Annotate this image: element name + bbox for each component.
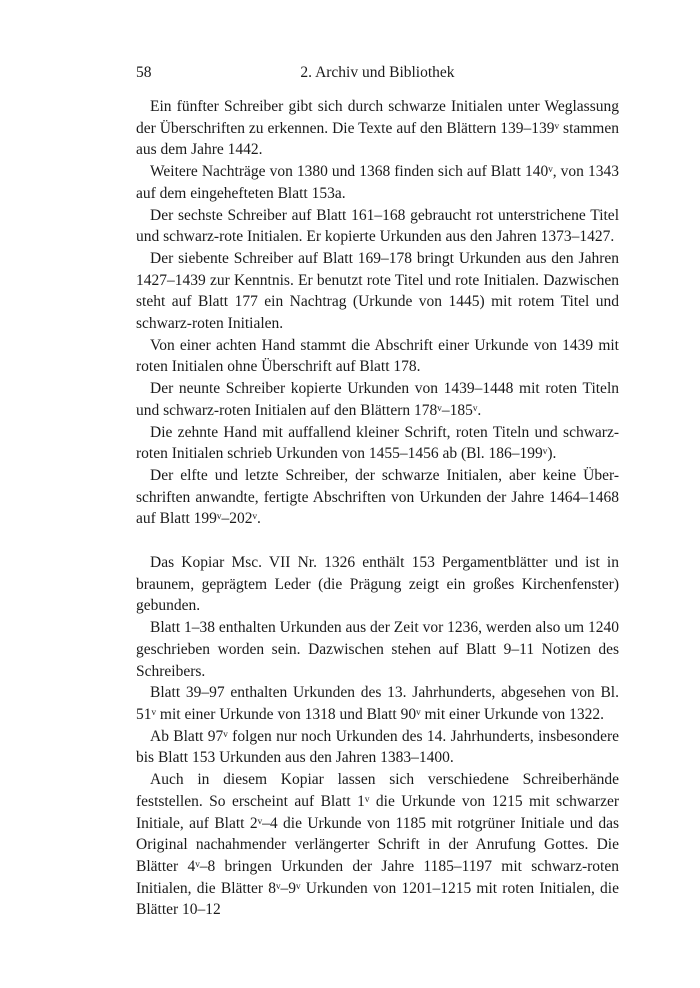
running-title: 2. Archiv und Bibliothek <box>300 64 455 81</box>
section-gap <box>136 530 619 552</box>
paragraph: Der sechste Schreiber auf Blatt 161–168 gebraucht rot unterstrichene Titel und schwarz-rote Initialen. Er kopierte Urkunden aus den Jahren 1373–1427. <box>136 206 619 246</box>
paragraph: Weitere Nachträge von 1380 und 1368 finden sich auf Blatt 140ᵛ, von 1343 auf dem eingehefteten Blatt 153a. <box>136 163 619 202</box>
paragraph: Der neunte Schreiber kopierte Urkunden von 1439–1448 mit roten Titeln und schwarz-roten Initialen auf den Blättern 178ᵛ–185ᵛ. <box>136 380 619 419</box>
paragraph: Der elfte und letzte Schreiber, der schwarze Initialen, aber keine Über-schriften anwandte, fertigte Abschriften von Urkunden der Jahre 1464–1468 auf Blatt 199ᵛ–202ᵛ. <box>136 466 619 528</box>
paragraph: Das Kopiar Msc. VII Nr. 1326 enthält 153 Pergamentblätter und ist in braunem, geprägtem Leder (die Prägung zeigt ein großes Kirchenfenster) gebunden. <box>136 554 619 615</box>
body-text <box>136 96 619 921</box>
page-number: 58 <box>136 64 152 81</box>
paragraph: Blatt 39–97 enthalten Urkunden des 13. Jahrhunderts, abgesehen von Bl. 51ᵛ mit einer Urkunde von 1318 und Blatt 90ᵛ mit einer Urkunde von 1322. <box>136 684 619 723</box>
paragraph: Auch in diesem Kopiar lassen sich verschiedene Schreiberhände feststellen. So erscheint auf Blatt 1ᵛ die Urkunde von 1215 mit schwarzer Initiale, auf Blatt 2ᵛ–4 die Urkunde von 1185 mit rotgrüner Initiale und das Original nachahmender verlängerter Schrift in der Anrufung Gottes. Die Blätter 4ᵛ–8 bringen Urkunden der Jahre 1185–1197 mit schwarz-roten Initialen, die Blätter 8ᵛ–9ᵛ Urkunden von 1201–1215 mit roten Initialen, die Blätter 10–12 <box>136 771 619 919</box>
paragraph: Die zehnte Hand mit auffallend kleiner Schrift, roten Titeln und schwarz-roten Initialen schrieb Urkunden von 1455–1456 ab (Bl. 186–199ᵛ). <box>136 423 619 463</box>
paragraph: Der siebente Schreiber auf Blatt 169–178 bringt Urkunden aus den Jahren 1427–1439 zur Kenntnis. Er benutzt rote Titel und rote Initialen. Dazwischen steht auf Blatt 177 ein Nachtrag (Urkunde von 1445) mit rotem Titel und schwarz-roten Initialen. <box>136 249 619 333</box>
paragraph: Ein fünfter Schreiber gibt sich durch schwarze Initialen unter Weglassung der Überschriften zu erkennen. Die Texte auf den Blättern 139–139ᵛ stammen aus dem Jahre 1442. <box>136 98 619 159</box>
page-header <box>136 62 619 84</box>
paragraph: Ab Blatt 97ᵛ folgen nur noch Urkunden des 14. Jahrhunderts, insbesondere bis Blatt 153 Urkunden aus den Jahren 1383–1400. <box>136 727 619 767</box>
paragraph: Blatt 1–38 enthalten Urkunden aus der Zeit vor 1236, werden also um 1240 geschrieben worden sein. Dazwischen stehen auf Blatt 9–11 Notizen des Schreibers. <box>136 619 619 680</box>
paragraph: Von einer achten Hand stammt die Abschrift einer Urkunde von 1439 mit roten Initialen ohne Überschrift auf Blatt 178. <box>136 336 619 376</box>
